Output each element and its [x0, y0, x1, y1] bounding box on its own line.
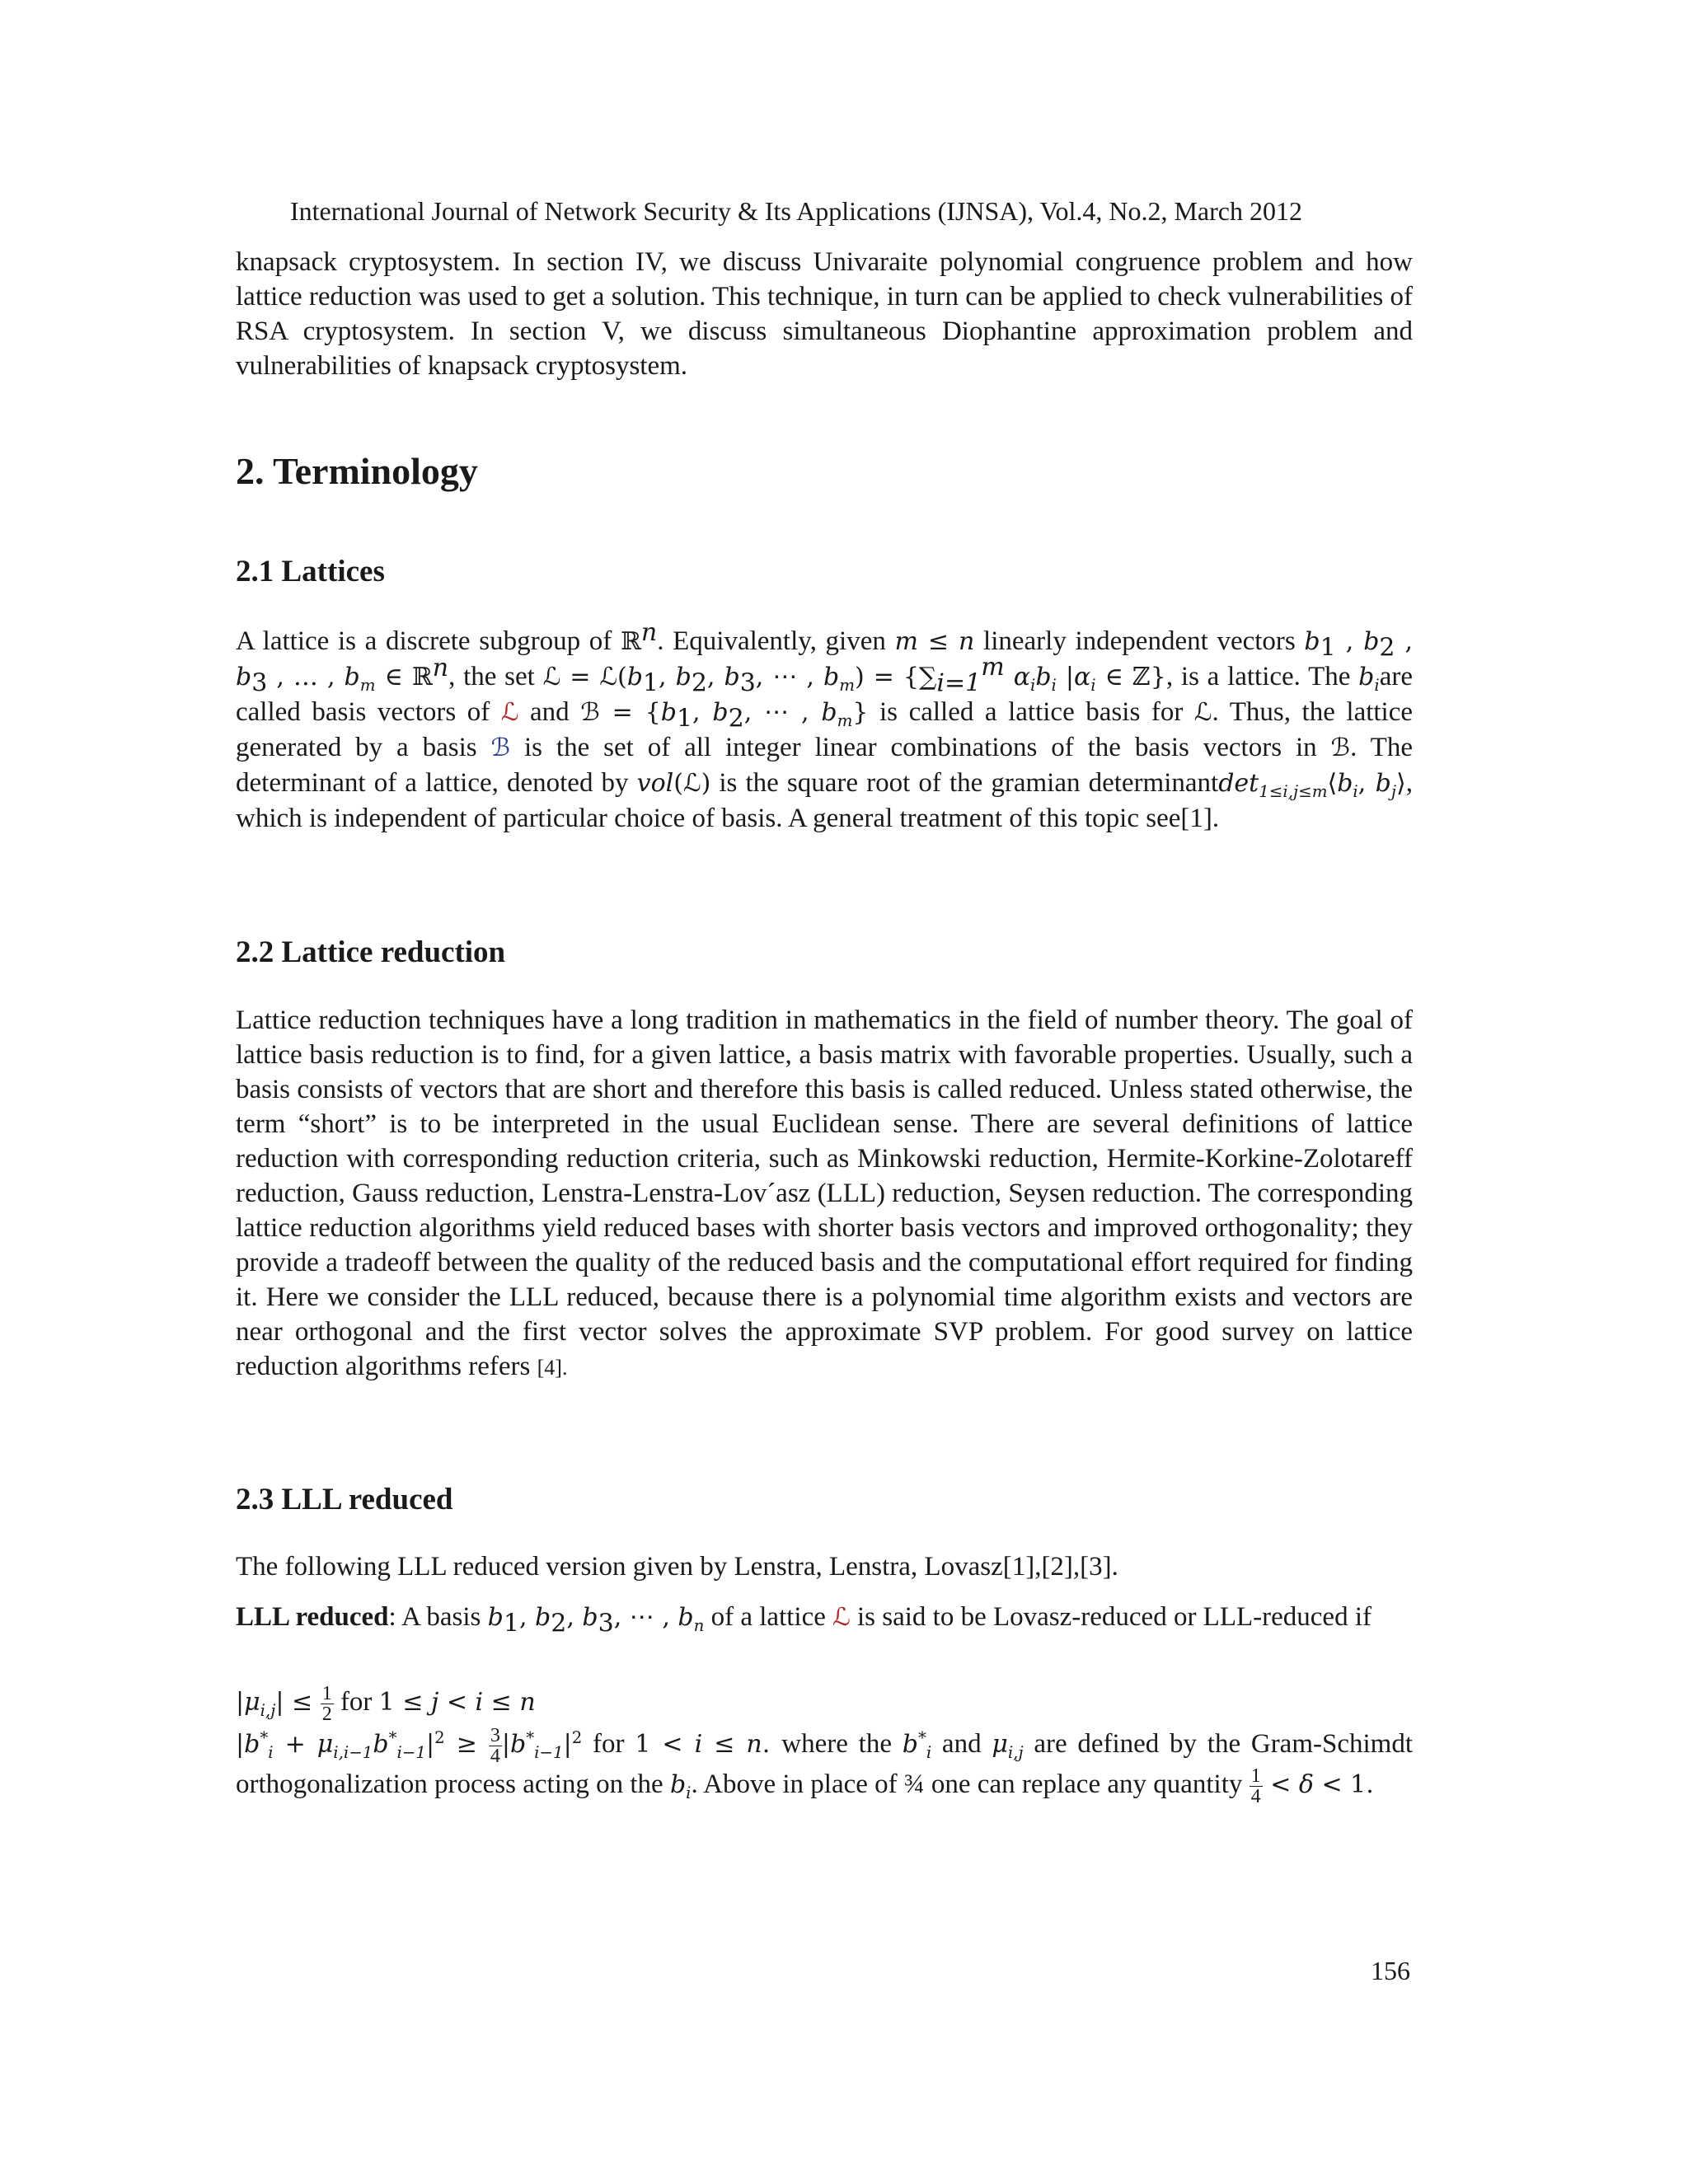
- subsection-title-lll-reduced: 2.3 LLL reduced: [236, 1483, 453, 1516]
- lattice-reduction-block: [236, 1003, 1413, 1385]
- subsection-title-lattice-reduction: 2.2 Lattice reduction: [236, 935, 506, 969]
- lattice-reduction-paragraph: Lattice reduction techniques have a long tradition in mathematics in the field of number theory. The goal of lattice basis reduction is to find, for a given lattice, a basis matrix with favorable properties. Usually, such a basis consists of vectors that are short and therefore this basis is called reduced. Unless stated otherwise, the term “short” is to be interpreted in the usual Euclidean sense. There are several definitions of lattice reduction with corresponding reduction criteria, such as Minkowski reduction, Hermite-Korkine-Zolotareff reduction, Gauss reduction, Lenstra-Lenstra-Lov´asz (LLL) reduction, Seysen reduction. The corresponding lattice reduction algorithms yield reduced bases with shorter basis vectors and improved orthogonality; they provide a tradeoff between the quality of the reduced basis and the computational effort required for finding it. Here we consider the LLL reduced, because there is a polynomial time algorithm exists and vectors are near orthogonal and the first vector solves the approximate SVP problem. For good survey on lattice reduction algorithms refers [4].: [236, 1005, 1413, 1381]
- lll-intro-block: [236, 1549, 1413, 1584]
- lattices-paragraph-block: [236, 618, 1414, 836]
- lll-condition-1: $|\mu_{i,j}|$ ≤ $\frac{1}{2}$ for 1 ≤ j < i ≤ n: [236, 1683, 536, 1725]
- journal-header: International Journal of Network Security & Its Applications (IJNSA), Vol.4, No.2, March 2012: [290, 196, 1302, 226]
- reference-4: [4].: [537, 1356, 568, 1380]
- lll-condition-2: $|b^*_i + \mu_{i,i-1}b^*_{i-1}|^2$ ≥ $\frac{3}{4}$ $|b^*_{i-1}|^2$ for 1 < i ≤ n. where the $b^*_i$ and $\mu_{i,j}$ are defined by the Gram-Schimdt orthogonalization process acting on the $b_i$. Above in place of ¾ one can replace any quantity $\frac{1}{4}$ < δ < 1.: [236, 1725, 1413, 1807]
- subsection-title-lattices: 2.1 Lattices: [236, 555, 385, 588]
- lll-intro-paragraph: The following LLL reduced version given by Lenstra, Lenstra, Lovasz[1],[2],[3].: [236, 1552, 1118, 1582]
- intro-paragraph: knapsack cryptosystem. In section IV, we discuss Univaraite polynomial congruence problem and how lattice reduction was used to get a solution. This technique, in turn can be applied to check vulnerabilities of RSA cryptosystem. In section V, we discuss simultaneous Diophantine approximation problem and vulnerabilities of knapsack cryptosystem.: [236, 247, 1413, 381]
- lll-condition-2-block: [236, 1726, 1413, 1807]
- definition-label: LLL reduced: [236, 1602, 389, 1632]
- intro-paragraph-block: [236, 245, 1413, 383]
- lattices-paragraph: A lattice is a discrete subgroup of ℝ$^n$. Equivalently, given m ≤ n linearly independent vectors $b_1$ , $b_2$ , $b_3$ , … , $b_m$ ∈ ℝ$^n$, the set ℒ = $ℒ(b_1$, $b_2$, $b_3$, ⋯ , $b_m) = \{\sum_{i=1}^m$ $\alpha_ib_i$ $|\alpha_i$ ∈ ℤ}, is a lattice. The $b_iare$ called basis vectors of ℒ and ℬ = {$b_1$, $b_2$, ⋯ , $b_m$} is called a lattice basis for ℒ. Thus, the lattice generated by a basis ℬ is the set of all integer linear combinations of the basis vectors in ℬ. The determinant of a lattice, denoted by vol(ℒ) is the square root of the gramian $determinantdet_{1\le i,j\le m}⟨b_i$, $b_j⟩$, which is independent of particular choice of basis. A general treatment of this topic see[1].: [236, 618, 1414, 833]
- section-title: 2. Terminology: [236, 450, 478, 492]
- page-number: 156: [1371, 1956, 1410, 1985]
- lll-definition-block: [236, 1600, 1413, 1638]
- lll-definition: LLL reduced: A basis $b_1$, $b_2$, $b_3$, ⋯ , $b_n$ of a lattice ℒ is said to be Lovasz-reduced or LLL-reduced if: [236, 1602, 1372, 1638]
